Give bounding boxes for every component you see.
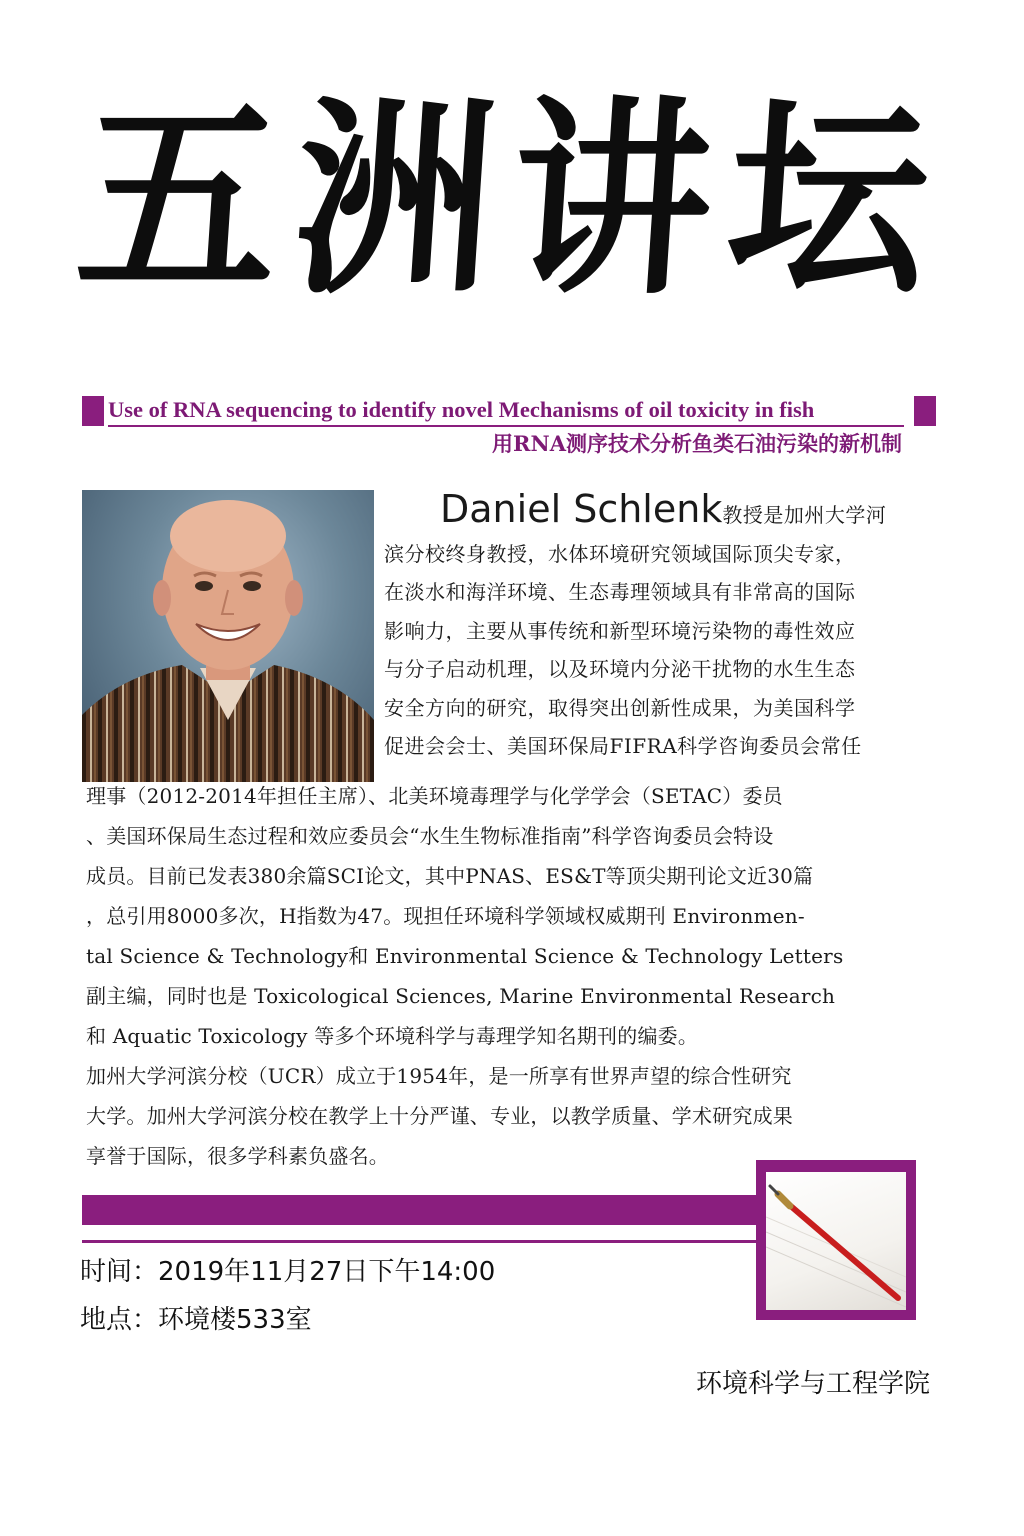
- bio-line: 成员。目前已发表380余篇SCI论文，其中PNAS、ES&T等顶尖期刊论文近30篇: [86, 864, 814, 888]
- title-right-marker: [914, 396, 936, 426]
- pen-image: [766, 1172, 906, 1310]
- bio-line: 副主编，同时也是 Toxicological Sciences, Marine Environmental Research: [86, 984, 836, 1008]
- decorative-line: [82, 1240, 772, 1243]
- talk-title-english: Use of RNA sequencing to identify novel Mechanisms of oil toxicity in fish: [108, 397, 815, 422]
- organizer: 环境科学与工程学院: [695, 1369, 930, 1399]
- speaker-bio-bottom: [86, 776, 938, 1176]
- bio-line: 理事（2012-2014年担任主席）、北美环境毒理学与化学学会（SETAC）委员: [86, 784, 783, 808]
- bio-line: tal Science & Technology和 Environmental Science & Technology Letters: [86, 944, 844, 968]
- talk-title-chinese: 用RNA测序技术分析鱼类石油污染的新机制: [492, 431, 902, 456]
- calligraphy-title: 五洲讲坛: [70, 76, 954, 323]
- title-underline: [108, 425, 904, 427]
- bio-line: 影响力，主要从事传统和新型环境污染物的毒性效应: [384, 618, 856, 643]
- title-left-marker: [82, 396, 104, 426]
- bio-line: ，总引用8000多次，H指数为47。现担任环境科学领域权威期刊 Environmen-: [86, 904, 805, 928]
- bio-line: 、美国环保局生态过程和效应委员会“水生生物标准指南”科学咨询委员会特设: [86, 824, 774, 848]
- bio-line: 享誉于国际，很多学科素负盛名。: [86, 1144, 389, 1168]
- decorative-bar: [82, 1195, 772, 1225]
- bio-line: 与分子启动机理，以及环境内分泌干扰物的水生生态: [384, 657, 856, 681]
- bio-line: 大学。加州大学河滨分校在教学上十分严谨、专业，以教学质量、学术研究成果: [86, 1104, 793, 1128]
- bio-line: 在淡水和海洋环境、生态毒理领域具有非常高的国际: [384, 580, 856, 604]
- bio-line: 和 Aquatic Toxicology 等多个环境科学与毒理学知名期刊的编委。: [86, 1024, 699, 1048]
- bio-line: 滨分校终身教授，水体环境研究领域国际顶尖专家，: [384, 541, 856, 566]
- bio-line: 安全方向的研究，取得突出创新性成果，为美国科学: [384, 695, 856, 720]
- speaker-name: Daniel Schlenk: [440, 487, 723, 531]
- bio-line: 促进会会士、美国环保局FIFRA科学咨询委员会常任: [384, 734, 862, 758]
- event-time: 时间：2019年11月27日下午14:00: [80, 1257, 496, 1287]
- bio-line: 加州大学河滨分校（UCR）成立于1954年，是一所享有世界声望的综合性研究: [86, 1064, 792, 1088]
- bio-line-first: [384, 487, 940, 535]
- speaker-photo: [82, 490, 374, 782]
- event-place: 地点：环境楼533室: [80, 1305, 312, 1335]
- speaker-bio-top: [384, 487, 940, 766]
- bio-line: 教授是加州大学河: [722, 503, 887, 527]
